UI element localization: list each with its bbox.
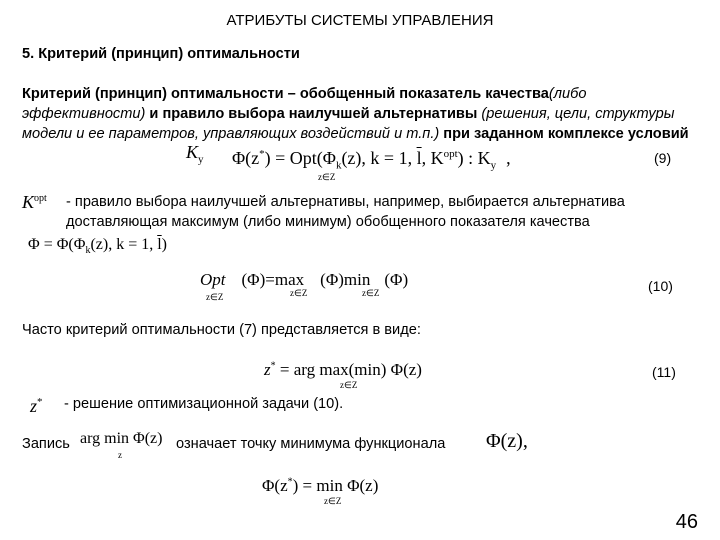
slide-title: АТРИБУТЫ СИСТЕМЫ УПРАВЛЕНИЯ <box>226 12 494 29</box>
equation-10-sub-max: z∈Z <box>290 288 308 298</box>
kopt-description: - правило выбора наилучшей альтернативы, например, выбирается альтернатива доставляющая максимум (либо минимум) обобщенного показателя качества <box>66 194 625 230</box>
equation-11-number: (11) <box>652 364 676 380</box>
argmin-subscript: z <box>118 450 122 460</box>
page-number: 46 <box>675 511 698 533</box>
zstar-description: - решение оптимизационной задачи (10). <box>64 396 344 412</box>
equation-10-sub-opt: z∈Z <box>206 292 224 302</box>
equation-9: $\Phi(z^*) = Opt(\Phi_k(z)$, k = 1, $\overline{l}$, $K^{opt}$) : $K_y$ , <box>232 148 511 172</box>
definition-part-3: и правило выбора наилучшей альтернативы <box>145 106 482 122</box>
ky-symbol: $K_y$ <box>186 142 204 166</box>
equation-10-sub-min: z∈Z <box>362 288 380 298</box>
equation-min: Φ(z*) = min Φ(z) <box>262 476 379 495</box>
definition-part-2: (либо эффективности) <box>22 86 587 122</box>
equation-9-number: (9) <box>654 150 672 166</box>
definition-part-4: (решения, цели, структуры модели и ее параметров, управляющих воздействий и т.п.) <box>22 106 675 142</box>
often-text: Часто критерий оптимальности (7) представляется в виде: <box>22 322 421 338</box>
phi-z-expression: Φ(z), <box>486 430 528 452</box>
definition-part-1: Критерий (принцип) оптимальности – обобщенный показатель качества <box>22 86 549 102</box>
definition-paragraph <box>22 84 702 144</box>
equation-min-subscript: z∈Z <box>324 496 342 506</box>
record-label: Запись <box>22 436 70 452</box>
equation-10: Opt (Φ)=max (Φ)min (Φ) <box>200 270 409 289</box>
argmin-expression: arg min Φ(z) <box>80 430 163 447</box>
equation-10-number: (10) <box>648 278 673 294</box>
means-text: означает точку минимума функционала <box>176 436 446 452</box>
equation-9-subscript: z∈Z <box>318 172 336 182</box>
equation-11-subscript: z∈Z <box>340 380 358 390</box>
equation-11: z* = arg max(min) Φ(z) <box>264 360 422 379</box>
section-heading: 5. Критерий (принцип) оптимальности <box>22 46 300 62</box>
kopt-symbol: $K^{opt}$ <box>22 192 47 212</box>
zstar-symbol: z* <box>30 396 43 416</box>
phi-definition: $\Phi = \Phi(\Phi_k(z)$, k = 1, $\overline{l}$) <box>28 236 167 257</box>
definition-part-5: при заданном комплексе условий <box>439 126 689 142</box>
